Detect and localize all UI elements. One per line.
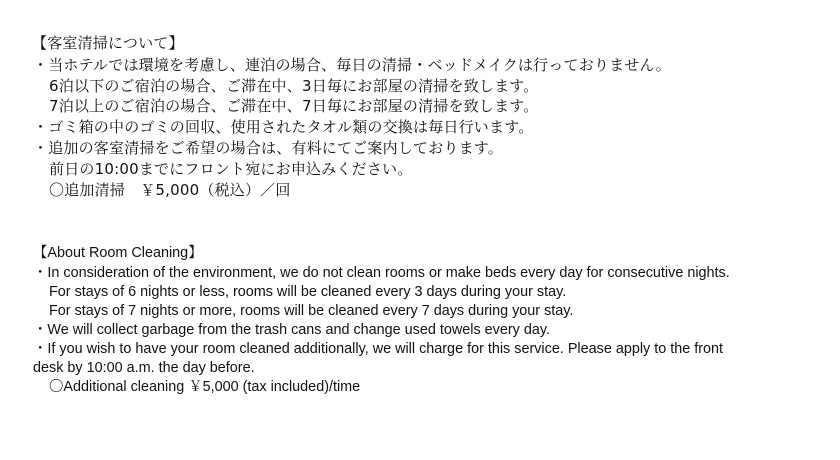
japanese-heading: 【客室清掃について】 [32, 34, 184, 52]
english-line-5: ・If you wish to have your room cleaned additionally, we will charge for this service. Please apply to the front [33, 341, 724, 357]
english-line-4: ・We will collect garbage from the trash cans and change used towels every day. [33, 322, 550, 338]
english-line-2: For stays of 6 nights or less, rooms will be cleaned every 3 days during your stay. [49, 284, 567, 300]
english-heading: 【About Room Cleaning】 [33, 245, 203, 261]
japanese-line-2: 6泊以下のご宿泊の場合、ご滞在中、3日毎にお部屋の清掃を致します。 [49, 77, 539, 95]
english-line-7: 〇Additional cleaning ￥5,000 (tax included)/time [49, 379, 361, 395]
japanese-line-1: ・当ホテルでは環境を考慮し、連泊の場合、毎日の清掃・ベッドメイクは行っておりません。 [33, 56, 671, 74]
japanese-line-5: ・追加の客室清掃をご希望の場合は、有料にてご案内しております。 [33, 139, 504, 157]
japanese-line-6: 前日の10:00までにフロント宛にお申込みください。 [49, 160, 413, 178]
japanese-line-3: 7泊以上のご宿泊の場合、ご滞在中、7日毎にお部屋の清掃を致します。 [49, 97, 539, 115]
japanese-line-7: 〇追加清掃 ￥5,000（税込）／回 [49, 181, 291, 199]
japanese-line-4: ・ゴミ箱の中のゴミの回収、使用されたタオル類の交換は毎日行います。 [33, 118, 534, 136]
english-line-1: ・In consideration of the environment, we do not clean rooms or make beds every day for consecutive nights. [33, 265, 730, 281]
english-line-3: For stays of 7 nights or more, rooms will be cleaned every 7 days during your stay. [49, 303, 574, 319]
english-line-6: desk by 10:00 a.m. the day before. [33, 360, 255, 376]
